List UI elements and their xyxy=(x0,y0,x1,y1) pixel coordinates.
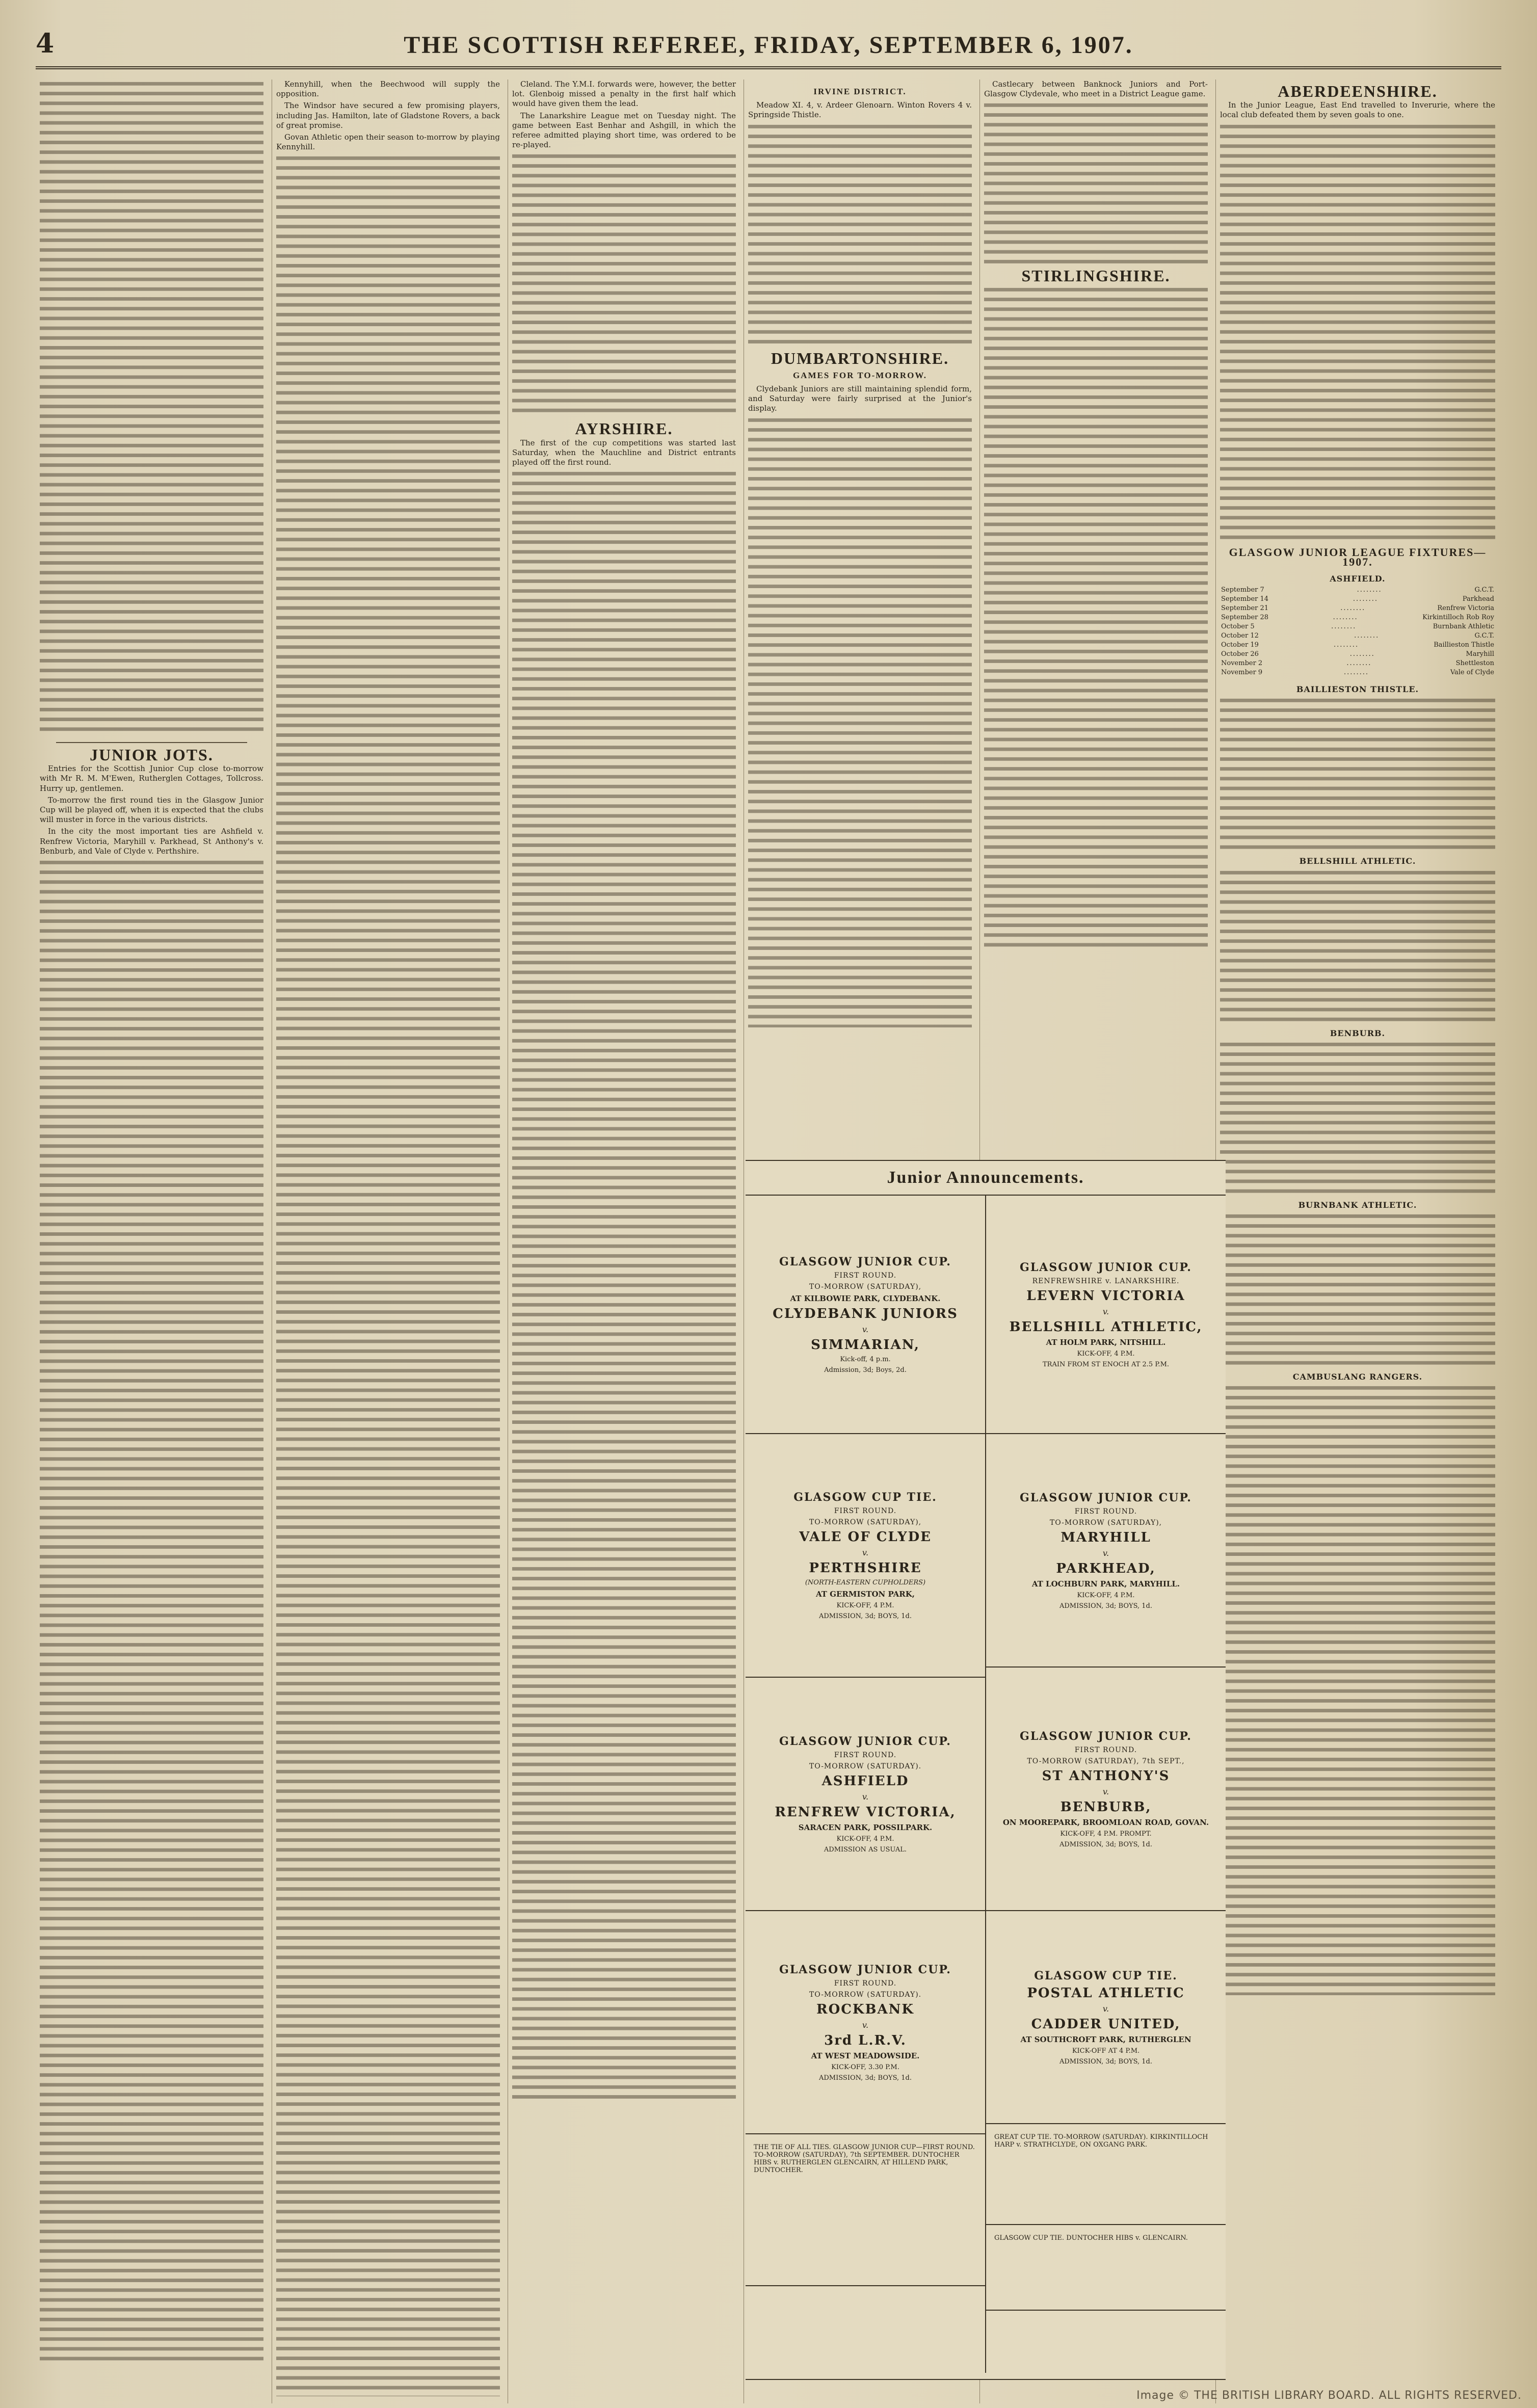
column-text-block xyxy=(1220,1384,1495,1995)
irvine-district-heading: IRVINE DISTRICT. xyxy=(813,87,907,96)
announcement: GLASGOW CUP TIE. POSTAL ATHLETIC v. CADDER UNITED, AT SOUTHCROFT PARK, RUTHERGLEN KICK-OFF AT 4 P.M. ADMISSION, 3d; BOYS, 1d. xyxy=(986,1911,1226,2124)
announcements-grid xyxy=(746,1196,1226,2373)
stirlingshire-heading: STIRLINGSHIRE. xyxy=(1021,267,1171,285)
announcement: GLASGOW JUNIOR CUP. FIRST ROUND. TO-MORROW (SATURDAY), MARYHILL v. PARKHEAD, AT LOCHBURN PARK, MARYHILL. KICK-OFF, 4 P.M. ADMISSION, 3d; BOYS, 1d. xyxy=(986,1434,1226,1668)
fixture-row: November 9 ........ Vale of Clyde xyxy=(1221,669,1494,677)
column-text-block xyxy=(1220,1040,1495,1193)
image-credit: Image © THE BRITISH LIBRARY BOARD. ALL RIGHTS RESERVED. xyxy=(1136,2389,1522,2402)
junior-announcements xyxy=(746,1160,1226,2380)
column-text-block xyxy=(512,152,736,417)
announcement: GLASGOW JUNIOR CUP. FIRST ROUND. TO-MORROW (SATURDAY). ASHFIELD v. RENFREW VICTORIA, SARACEN PARK, POSSILPARK. KICK-OFF, 4 P.M. ADMISSION AS USUAL. xyxy=(746,1678,985,1911)
column-text-block xyxy=(984,285,1208,948)
fixture-row: November 2 ........ Shettleston xyxy=(1221,659,1494,668)
announcements-title: Junior Announcements. xyxy=(746,1161,1226,1196)
column-text-block xyxy=(984,101,1208,264)
announcements-column-1 xyxy=(746,1196,985,2373)
fixtures-heading: GLASGOW JUNIOR LEAGUE FIXTURES—1907. xyxy=(1229,545,1487,568)
article-paragraph: Castlecary between Banknock Juniors and Port-Glasgow Clydevale, who meet in a District League game. xyxy=(984,80,1208,99)
junior-jots-heading: JUNIOR JOTS. xyxy=(90,746,214,764)
article-paragraph: The first of the cup competitions was started last Saturday, when the Mauchline and District entrants played off the first round. xyxy=(512,438,736,467)
column-2 xyxy=(272,80,504,2403)
announcement: GLASGOW CUP TIE. FIRST ROUND. TO-MORROW (SATURDAY), VALE OF CLYDE v. PERTHSHIRE (NORTH-EASTERN CUPHOLDERS) AT GERMISTON PARK, KICK-OFF, 4 P.M. ADMISSION, 3d; BOYS, 1d. xyxy=(746,1434,985,1678)
article-paragraph: Entries for the Scottish Junior Cup close to-morrow with Mr R. M. M'Ewen, Rutherglen Cottages, Tollcross. Hurry up, gentlemen. xyxy=(40,764,263,793)
column-text-block xyxy=(40,80,263,737)
page-number: 4 xyxy=(36,28,55,59)
fixtures-club-heading: BENBURB. xyxy=(1330,1028,1386,1038)
fixture-row: September 21 ........ Renfrew Victoria xyxy=(1221,604,1494,613)
article-paragraph: To-morrow the first round ties in the Glasgow Junior Cup will be played off, when it is expected that the clubs will muster in force in the various districts. xyxy=(40,795,263,825)
fixture-row: September 7 ........ G.C.T. xyxy=(1221,586,1494,594)
divider xyxy=(56,742,247,743)
column-text-block xyxy=(1220,868,1495,1021)
column-text-block xyxy=(512,469,736,2100)
article-paragraph: The Windsor have secured a few promising players, including Jas. Hamilton, late of Gladstone Rovers, a back of great promise. xyxy=(276,101,500,130)
fixtures-list xyxy=(1216,574,1499,1995)
announcement-small: THE TIE OF ALL TIES. GLASGOW JUNIOR CUP—FIRST ROUND. TO-MORROW (SATURDAY), 7th SEPTEMBER. DUNTOCHER HIBS v. RUTHERGLEN GLENCAIRN, AT HILLEND PARK, DUNTOCHER. xyxy=(746,2134,985,2286)
fixtures-club-heading: CAMBUSLANG RANGERS. xyxy=(1292,1372,1423,1382)
aberdeenshire-heading: ABERDEENSHIRE. xyxy=(1278,82,1438,100)
article-paragraph: Cleland. The Y.M.I. forwards were, however, the better lot. Glenboig missed a penalty in the first half which would have given them the lead. xyxy=(512,80,736,109)
fixture-row: October 5 ........ Burnbank Athletic xyxy=(1221,623,1494,631)
fixtures-club-heading: ASHFIELD. xyxy=(1330,574,1386,584)
column-text-block xyxy=(40,858,263,2362)
article-paragraph: Govan Athletic open their season to-morrow by playing Kennyhill. xyxy=(276,133,500,152)
article-paragraph: The Lanarkshire League met on Tuesday night. The game between East Benhar and Ashgill, in which the referee admitted playing short time, was ordered to be re-played. xyxy=(512,111,736,150)
article-paragraph: In the Junior League, East End travelled to Inverurie, where the local club defeated them by seven goals to one. xyxy=(1220,100,1495,120)
fixtures-club-heading: BELLSHILL ATHLETIC. xyxy=(1299,856,1416,866)
column-text-block xyxy=(1220,1212,1495,1365)
fixtures-club-heading: BURNBANK ATHLETIC. xyxy=(1298,1200,1417,1210)
article-paragraph: Clydebank Juniors are still maintaining splendid form, and Saturday were fairly surprised at the Junior's display. xyxy=(748,384,972,413)
masthead xyxy=(36,28,1501,69)
column-text-block xyxy=(748,416,972,1027)
article-paragraph: In the city the most important ties are Ashfield v. Renfrew Victoria, Maryhill v. Parkhead, St Anthony's v. Benburb, and Vale of Clyde v. Perthshire. xyxy=(40,827,263,856)
announcement: GLASGOW JUNIOR CUP. FIRST ROUND. TO-MORROW (SATURDAY), AT KILBOWIE PARK, CLYDEBANK. CLYDEBANK JUNIORS v. SIMMARIAN, Kick-off, 4 p.m. Admission, 3d; Boys, 2d. xyxy=(746,1196,985,1434)
column-text-block xyxy=(276,154,500,2396)
announcement: GLASGOW JUNIOR CUP. FIRST ROUND. TO-MORROW (SATURDAY), 7th SEPT., ST ANTHONY'S v. BENBURB, ON MOOREPARK, BROOMLOAN ROAD, GOVAN. KICK-OFF, 4 P.M. PROMPT. ADMISSION, 3d; BOYS, 1d. xyxy=(986,1668,1226,1911)
column-text-block xyxy=(748,122,972,347)
fixture-row: October 12 ........ G.C.T. xyxy=(1221,632,1494,640)
games-heading: GAMES FOR TO-MORROW. xyxy=(792,370,927,380)
announcement: GLASGOW JUNIOR CUP. RENFREWSHIRE v. LANARKSHIRE. LEVERN VICTORIA v. BELLSHILL ATHLETIC, AT HOLM PARK, NITSHILL. KICK-OFF, 4 P.M. TRAIN FROM ST ENOCH AT 2.5 P.M. xyxy=(986,1196,1226,1434)
announcement: GLASGOW JUNIOR CUP. FIRST ROUND. TO-MORROW (SATURDAY). ROCKBANK v. 3rd L.R.V. AT WEST MEADOWSIDE. KICK-OFF, 3.30 P.M. ADMISSION, 3d; BOYS, 1d. xyxy=(746,1911,985,2134)
column-text-block xyxy=(1220,122,1495,540)
column-6 xyxy=(1215,80,1499,2403)
announcements-column-2 xyxy=(985,1196,1226,2373)
page-title: THE SCOTTISH REFEREE, FRIDAY, SEPTEMBER 6, 1907. xyxy=(404,32,1133,59)
fixtures-club-heading: BAILLIESTON THISTLE. xyxy=(1296,684,1419,695)
dumbartonshire-heading: DUMBARTONSHIRE. xyxy=(771,349,949,367)
columns xyxy=(36,80,1501,2403)
column-text-block xyxy=(1220,696,1495,849)
column-1 xyxy=(36,80,268,2403)
announcement-small: GREAT CUP TIE. TO-MORROW (SATURDAY). KIRKINTILLOCH HARP v. STRATHCLYDE, ON OXGANG PARK. xyxy=(986,2124,1226,2225)
fixture-row: September 28 ........ Kirkintilloch Rob Roy xyxy=(1221,614,1494,622)
article-paragraph: Meadow XI. 4, v. Ardeer Glenoarn. Winton Rovers 4 v. Springside Thistle. xyxy=(748,100,972,120)
fixture-row: October 19 ........ Baillieston Thistle xyxy=(1221,641,1494,649)
announcement-small: GLASGOW CUP TIE. DUNTOCHER HIBS v. GLENCAIRN. xyxy=(986,2225,1226,2311)
column-3 xyxy=(508,80,740,2403)
fixture-row: September 14 ........ Parkhead xyxy=(1221,595,1494,603)
fixture-row: October 26 ........ Maryhill xyxy=(1221,650,1494,658)
article-paragraph: Kennyhill, when the Beechwood will supply the opposition. xyxy=(276,80,500,99)
ayrshire-heading: AYRSHIRE. xyxy=(575,419,673,438)
